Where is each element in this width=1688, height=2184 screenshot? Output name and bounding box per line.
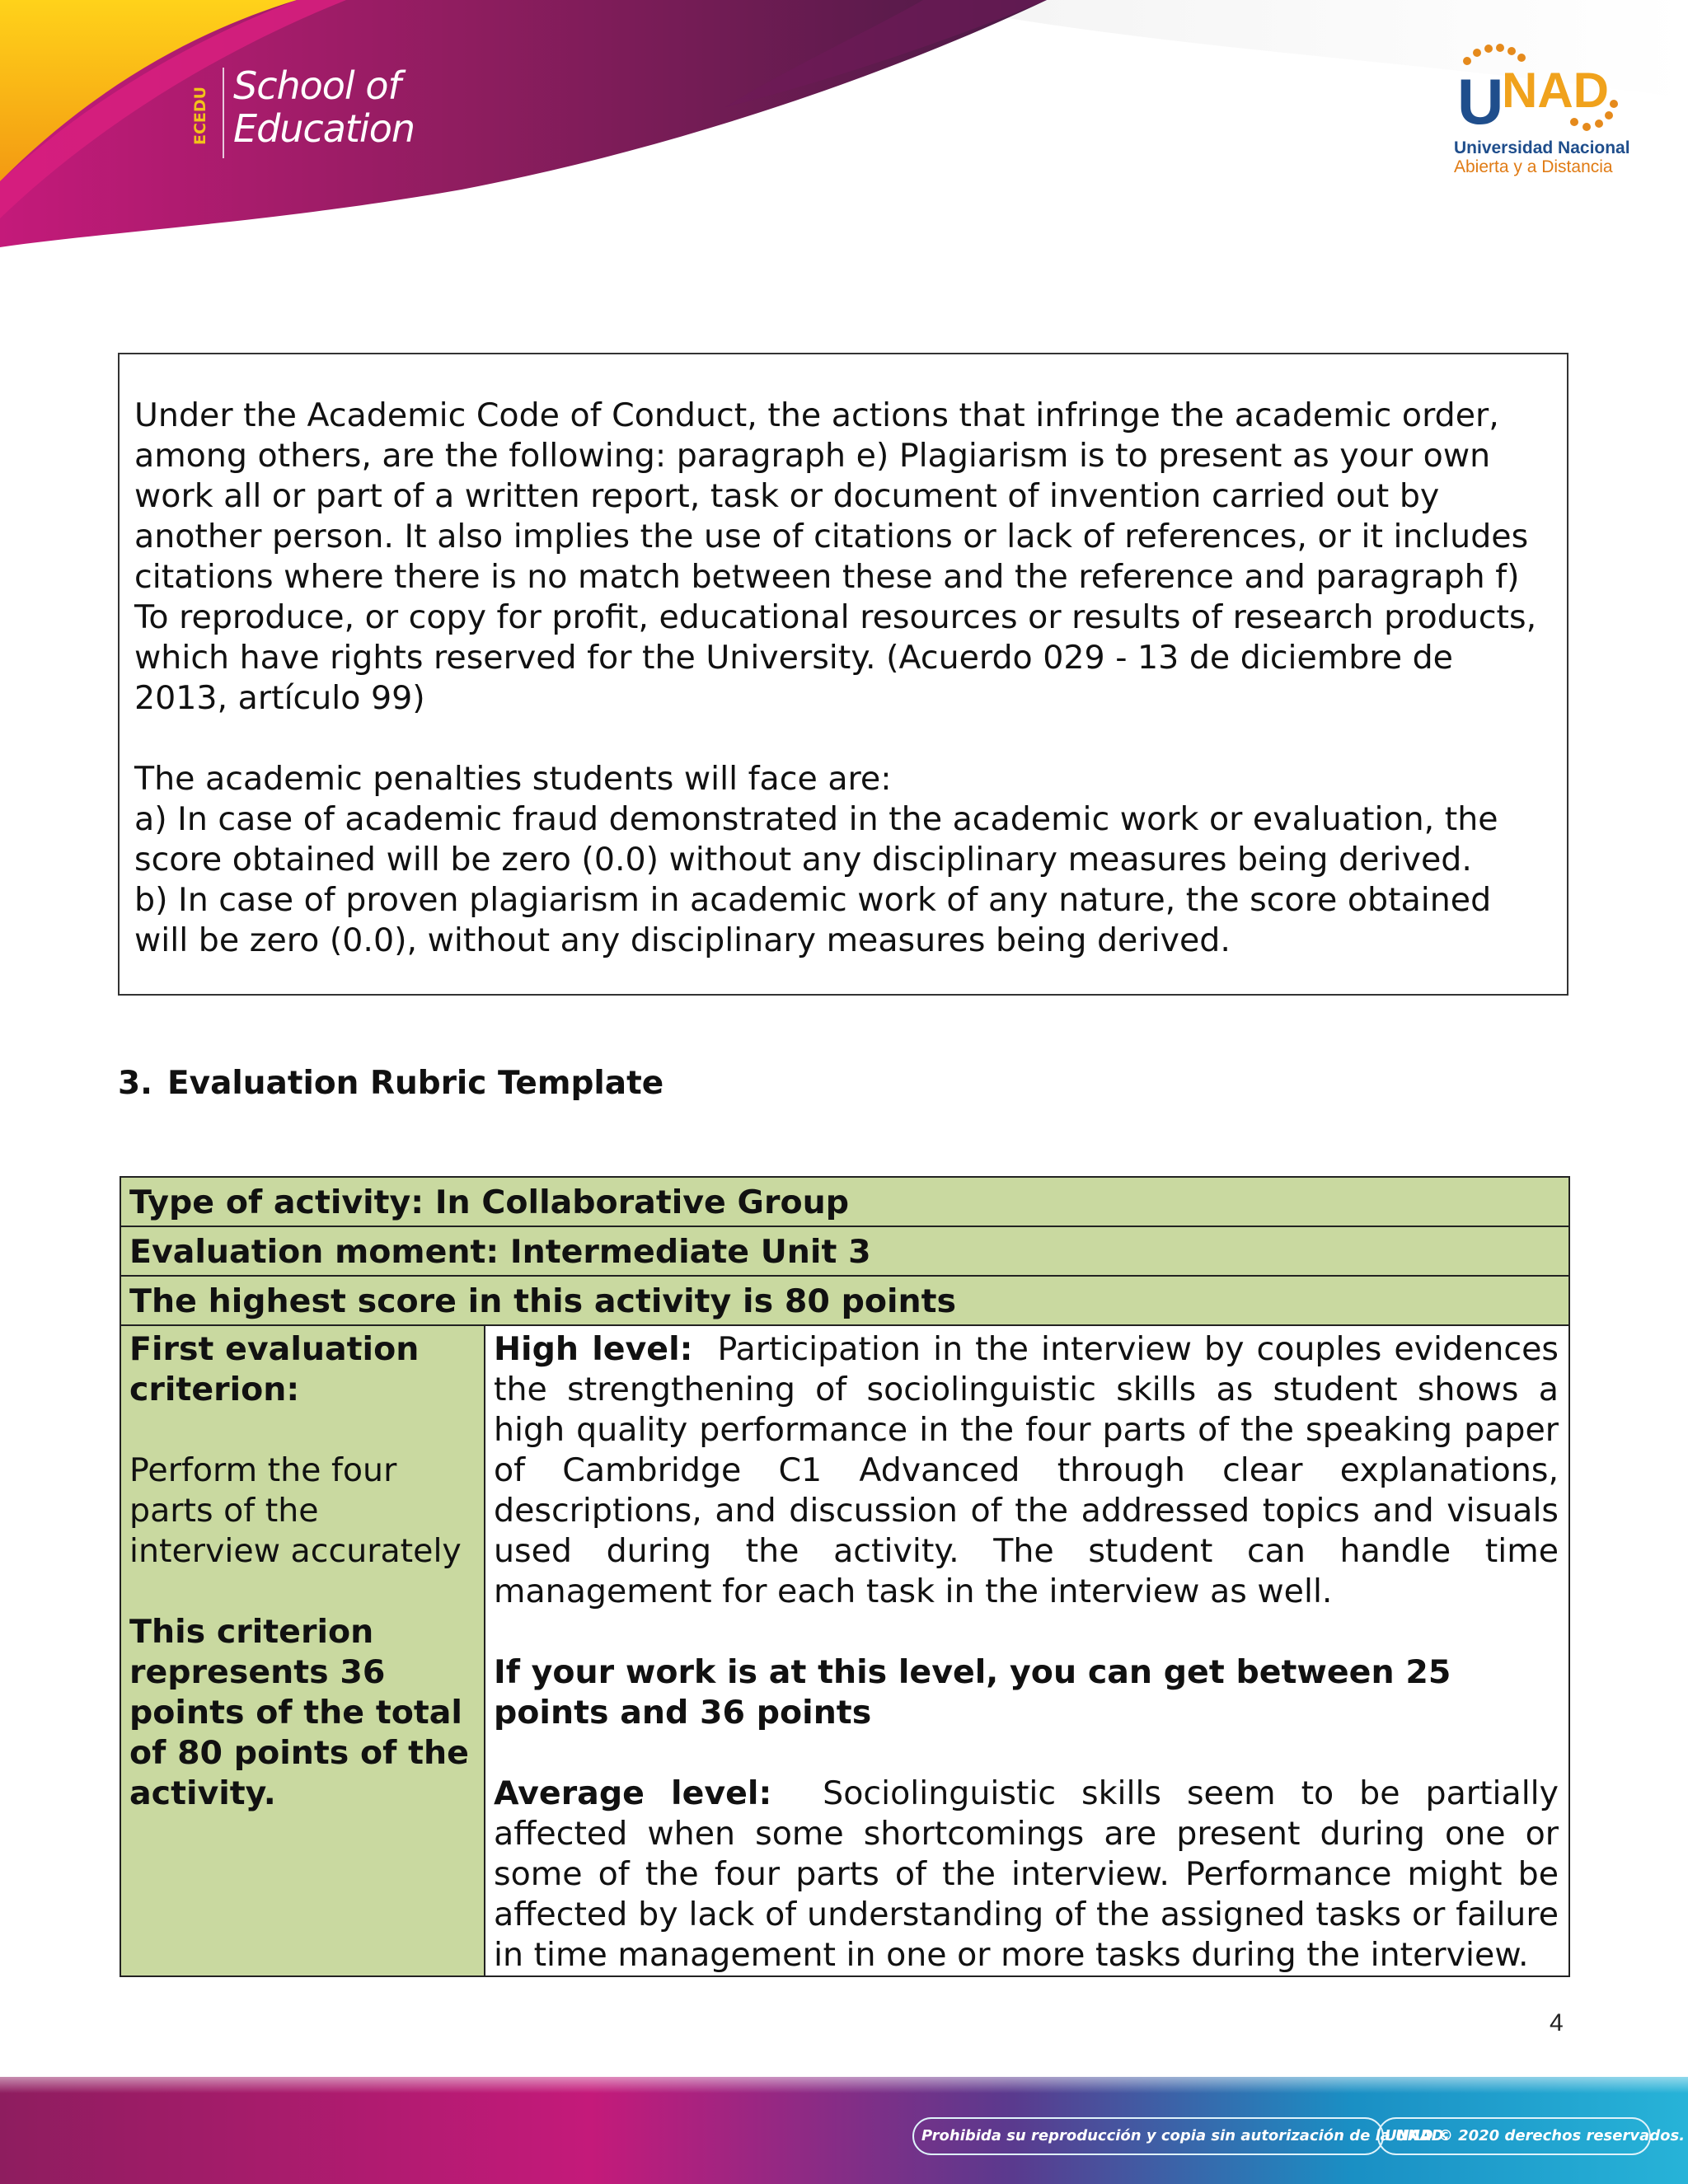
footer-copy-notice: Prohibida su reproducción y copia sin autorización de la UNAD. [921, 2127, 1450, 2144]
unad-letter-u: U [1457, 65, 1504, 138]
cell-gap [129, 1572, 476, 1612]
penalty-a: a) In case of academic fraud demonstrated in the academic work or evaluation, the score obtained will be zero (0.0) without any disciplinary measures being derived. [134, 800, 1498, 879]
page-header [0, 0, 1688, 272]
criterion-points: This criterion represents 36 points of the total of 80 points of the activity. [129, 1613, 469, 1812]
school-name [233, 64, 481, 150]
high-level-points: If your work is at this level, you can get between 25 points and 36 points [494, 1653, 1451, 1732]
footer-rights-notice: UNAD © 2020 derechos reservados. [1385, 2127, 1686, 2144]
unad-letters-nad: NAD [1502, 63, 1609, 118]
penalty-b: b) In case of proven plagiarism in academic work of any nature, the score obtained will be zero (0.0), without any disciplinary measures being derived. [134, 881, 1492, 959]
page-number: 4 [1550, 2009, 1564, 2036]
criterion-cell [120, 1325, 485, 1976]
section-number: 3. [118, 1065, 152, 1102]
cell-gap [494, 1733, 1559, 1774]
unad-wordmark-graphic [1451, 41, 1632, 140]
unad-name-line2: Abierta y a Distancia [1454, 157, 1613, 176]
section-title: Evaluation Rubric Template [167, 1065, 664, 1102]
table-row [120, 1276, 1569, 1325]
paragraph-gap [134, 719, 1552, 759]
table-row [120, 1325, 1569, 1976]
cell-gap [129, 1410, 476, 1451]
ecedu-vertical-label: ECEDU [191, 86, 209, 145]
unad-name-line1: Universidad Nacional [1454, 138, 1630, 157]
average-level-paragraph [494, 1774, 1559, 1975]
type-of-activity-cell: Type of activity: In Collaborative Group [120, 1177, 1569, 1226]
high-level-label: High level: [494, 1330, 693, 1368]
school-name-line1: School of [233, 63, 401, 108]
page-footer [0, 2060, 1688, 2184]
table-row [120, 1177, 1569, 1226]
high-level-text: Participation in the interview by couples evidences the strengthening of sociolinguistic skills as student shows a high quality performance in the four parts of the speaking paper of Cambridge C1 Advanced through clear explanations, descriptions, and discussion of the addressed topics and visuals used during the activity. The student can handle time management for each task in the interview as well. [494, 1330, 1559, 1610]
high-level-paragraph [494, 1329, 1559, 1612]
table-row [120, 1226, 1569, 1276]
criterion-description: Perform the four parts of the interview accurately [129, 1451, 462, 1570]
penalties-intro: The academic penalties students will face are: [134, 760, 892, 798]
highest-score-cell: The highest score in this activity is 80 points [120, 1276, 1569, 1325]
average-level-label: Average level: [494, 1774, 772, 1812]
evaluation-moment-cell: Evaluation moment: Intermediate Unit 3 [120, 1226, 1569, 1276]
section-heading [118, 1063, 1107, 1104]
cell-gap [494, 1612, 1559, 1652]
criterion-title: First evaluation criterion: [129, 1330, 420, 1408]
evaluation-rubric-table [120, 1176, 1570, 1977]
academic-conduct-notice [118, 353, 1568, 996]
unad-logo [1451, 41, 1632, 190]
school-logo-divider [223, 68, 224, 158]
school-name-line2: Education [233, 106, 415, 151]
notice-paragraph: Under the Academic Code of Conduct, the actions that infringe the academic order, among others, are the following: paragraph e) Plagiarism is to present as your own work all or part of a written report, task or document of invention carried out by another person. It also implies the use of citations or lack of references, or it includes citations where there is no match between these and the reference and paragraph f) To reproduce, or copy for profit, educational resources or results of research products, which have rights reserved for the University. (Acuerdo 029 - 13 de diciembre de 2013, artículo 99) [134, 396, 1537, 717]
average-level-text: Sociolinguistic skills seem to be partially affected when some shortcomings are present during one or some of the four parts of the interview. Performance might be affected by lack of understanding of the assigned tasks or failure in time management in one or more tasks during the interview. [494, 1774, 1559, 1974]
levels-cell [485, 1325, 1569, 1976]
